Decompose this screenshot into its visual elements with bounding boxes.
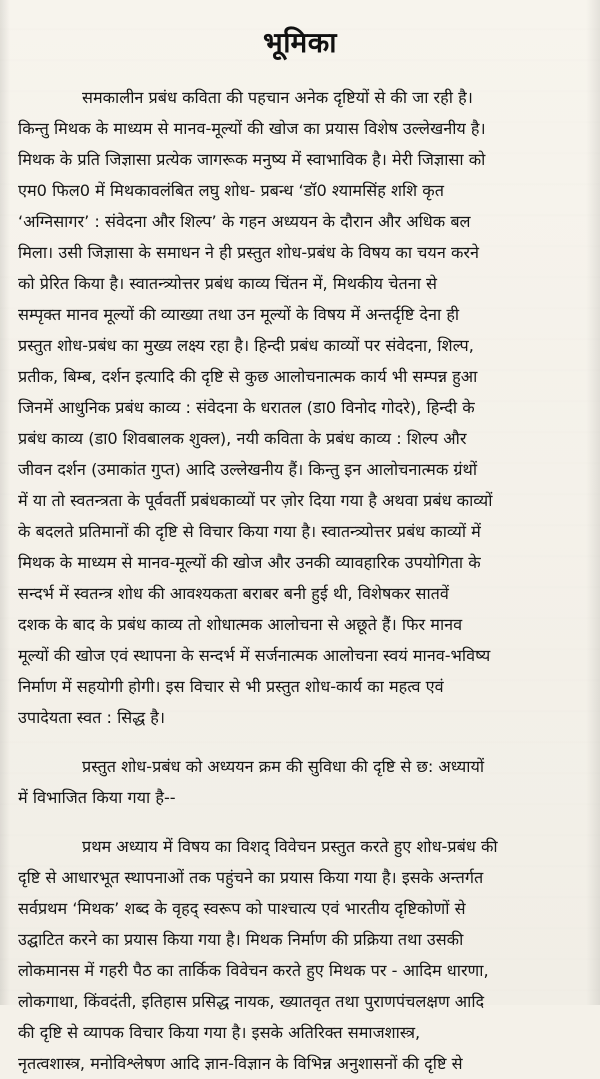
paragraph-line: सन्दर्भ में स्वतन्त्र शोध की आवश्यकता बराबर बनी हुई थी, विशेषकर सातवें <box>18 584 449 603</box>
page-right-shadow <box>586 0 600 1005</box>
paragraph-line: प्रस्तुत शोध-प्रबंध का मुख्य लक्ष्य रहा है। हिन्दी प्रबंध काव्यों पर संवेदना, शिल्प, <box>18 336 474 355</box>
paragraph-line: जिनमें आधुनिक प्रबंध काव्य : संवेदना के धरातल (डा0 विनोद गोदरे), हिन्दी के <box>18 398 475 417</box>
paragraph-line: लोकमानस में गहरी पैठ का तार्किक विवेचन करते हुए मिथक पर - आदिम धारणा, <box>18 961 489 980</box>
paragraph-line: मिला। उसी जिज्ञासा के समाधन ने ही प्रस्तुत शोध-प्रबंध के विषय का चयन करने <box>18 243 479 262</box>
paragraph-line: के बदलते प्रतिमानों की दृष्टि से विचार किया गया है। स्वातन्त्र्योत्तर प्रबंध काव्यों में <box>18 522 481 541</box>
paragraph-line: लोकगाथा, किंवदंती, इतिहास प्रसिद्ध नायक, ख्यातवृत तथा पुराणपंचलक्षण आदि <box>18 992 485 1011</box>
paragraph-line: मिथक के माध्यम से मानव-मूल्यों की खोज और उनकी व्यावहारिक उपयोगिता के <box>18 553 481 572</box>
paragraph-line: एम0 फिल0 में मिथकावलंबित लघु शोध- प्रबन्ध ‘डॉ0 श्यामसिंह शशि कृत <box>18 181 444 200</box>
paragraph-1 <box>18 82 583 733</box>
paragraph-line: सम्पृक्त मानव मूल्यों की व्याख्या तथा उन मूल्यों के विषय में अन्तर्दृष्टि देना ही <box>18 305 460 324</box>
paragraph-line: जीवन दर्शन (उमाकांत गुप्त) आदि उल्लेखनीय हैं। किन्तु इन आलोचनात्मक ग्रंथों <box>18 460 478 479</box>
paragraph-line: प्रथम अध्याय में विषय का विशद् विवेचन प्रस्तुत करते हुए शोध-प्रबंध की <box>82 837 498 856</box>
paragraph-3 <box>18 831 583 1079</box>
page-left-shadow <box>0 0 10 1005</box>
paragraph-line: किन्तु मिथक के माध्यम से मानव-मूल्यों की खोज का प्रयास विशेष उल्लेखनीय है। <box>18 119 486 138</box>
paragraph-line: निर्माण में सहयोगी होगी। इस विचार से भी प्रस्तुत शोध-कार्य का महत्व एवं <box>18 677 444 696</box>
body-text <box>18 82 583 1079</box>
paragraph-line: मिथक के प्रति जिज्ञासा प्रत्येक जागरूक मनुष्य में स्वाभाविक है। मेरी जिज्ञासा को <box>18 150 486 169</box>
paragraph-line: समकालीन प्रबंध कविता की पहचान अनेक दृष्टियों से की जा रही है। <box>82 88 473 107</box>
paragraph-line: की दृष्टि से व्यापक विचार किया गया है। इसके अतिरिक्त समाजशास्त्र, <box>18 1023 421 1042</box>
paragraph-line: दृष्टि से आधारभूत स्थापनाओं तक पहुंचने का प्रयास किया गया है। इसके अन्तर्गत <box>18 868 484 887</box>
paragraph-line: में विभाजित किया गया है-- <box>18 788 176 807</box>
paragraph-line: प्रबंध काव्य (डा0 शिवबालक शुक्ल), नयी कविता के प्रबंध काव्य : शिल्प और <box>18 429 467 448</box>
paragraph-gap <box>18 813 583 831</box>
paragraph-line: को प्रेरित किया है। स्वातन्त्र्योत्तर प्रबंध काव्य चिंतन में, मिथकीय चेतना से <box>18 274 437 293</box>
paragraph-line: प्रस्तुत शोध-प्रबंध को अध्ययन क्रम की सुविधा की दृष्टि से छ: अध्यायों <box>82 757 485 776</box>
paragraph-line: उद्घाटित करने का प्रयास किया गया है। मिथक निर्माण की प्रक्रिया तथा उसकी <box>18 930 464 949</box>
page-title: भूमिका <box>263 26 337 59</box>
paragraph-2 <box>18 751 583 813</box>
paragraph-line: प्रतीक, बिम्ब, दर्शन इत्यादि की दृष्टि से कुछ आलोचनात्मक कार्य भी सम्पन्न हुआ <box>18 367 478 386</box>
paragraph-line: सर्वप्रथम ‘मिथक’ शब्द के वृहद् स्वरूप को पाश्चात्य एवं भारतीय दृष्टिकोणों से <box>18 899 466 918</box>
paragraph-line: में या तो स्वतन्त्रता के पूर्ववर्ती प्रबंधकाव्यों पर ज़ोर दिया गया है अथवा प्रबंध काव्यों <box>18 491 493 510</box>
paragraph-line: ‘अग्निसागर’ : संवेदना और शिल्प’ के गहन अध्ययन के दौरान और अधिक बल <box>18 212 471 231</box>
paragraph-line: नृतत्वशास्त्र, मनोविश्लेषण आदि ज्ञान-विज्ञान के विभिन्न अनुशासनों की दृष्टि से <box>18 1054 463 1073</box>
paragraph-line: उपादेयता स्वत : सिद्ध है। <box>18 708 166 727</box>
paragraph-line: दशक के बाद के प्रबंध काव्य तो शोधात्मक आलोचना से अछूते हैं। फिर मानव <box>18 615 463 634</box>
paragraph-gap <box>18 733 583 751</box>
paragraph-line: मूल्यों की खोज एवं स्थापना के सन्दर्भ में सर्जनात्मक आलोचना स्वयं मानव-भविष्य <box>18 646 491 665</box>
